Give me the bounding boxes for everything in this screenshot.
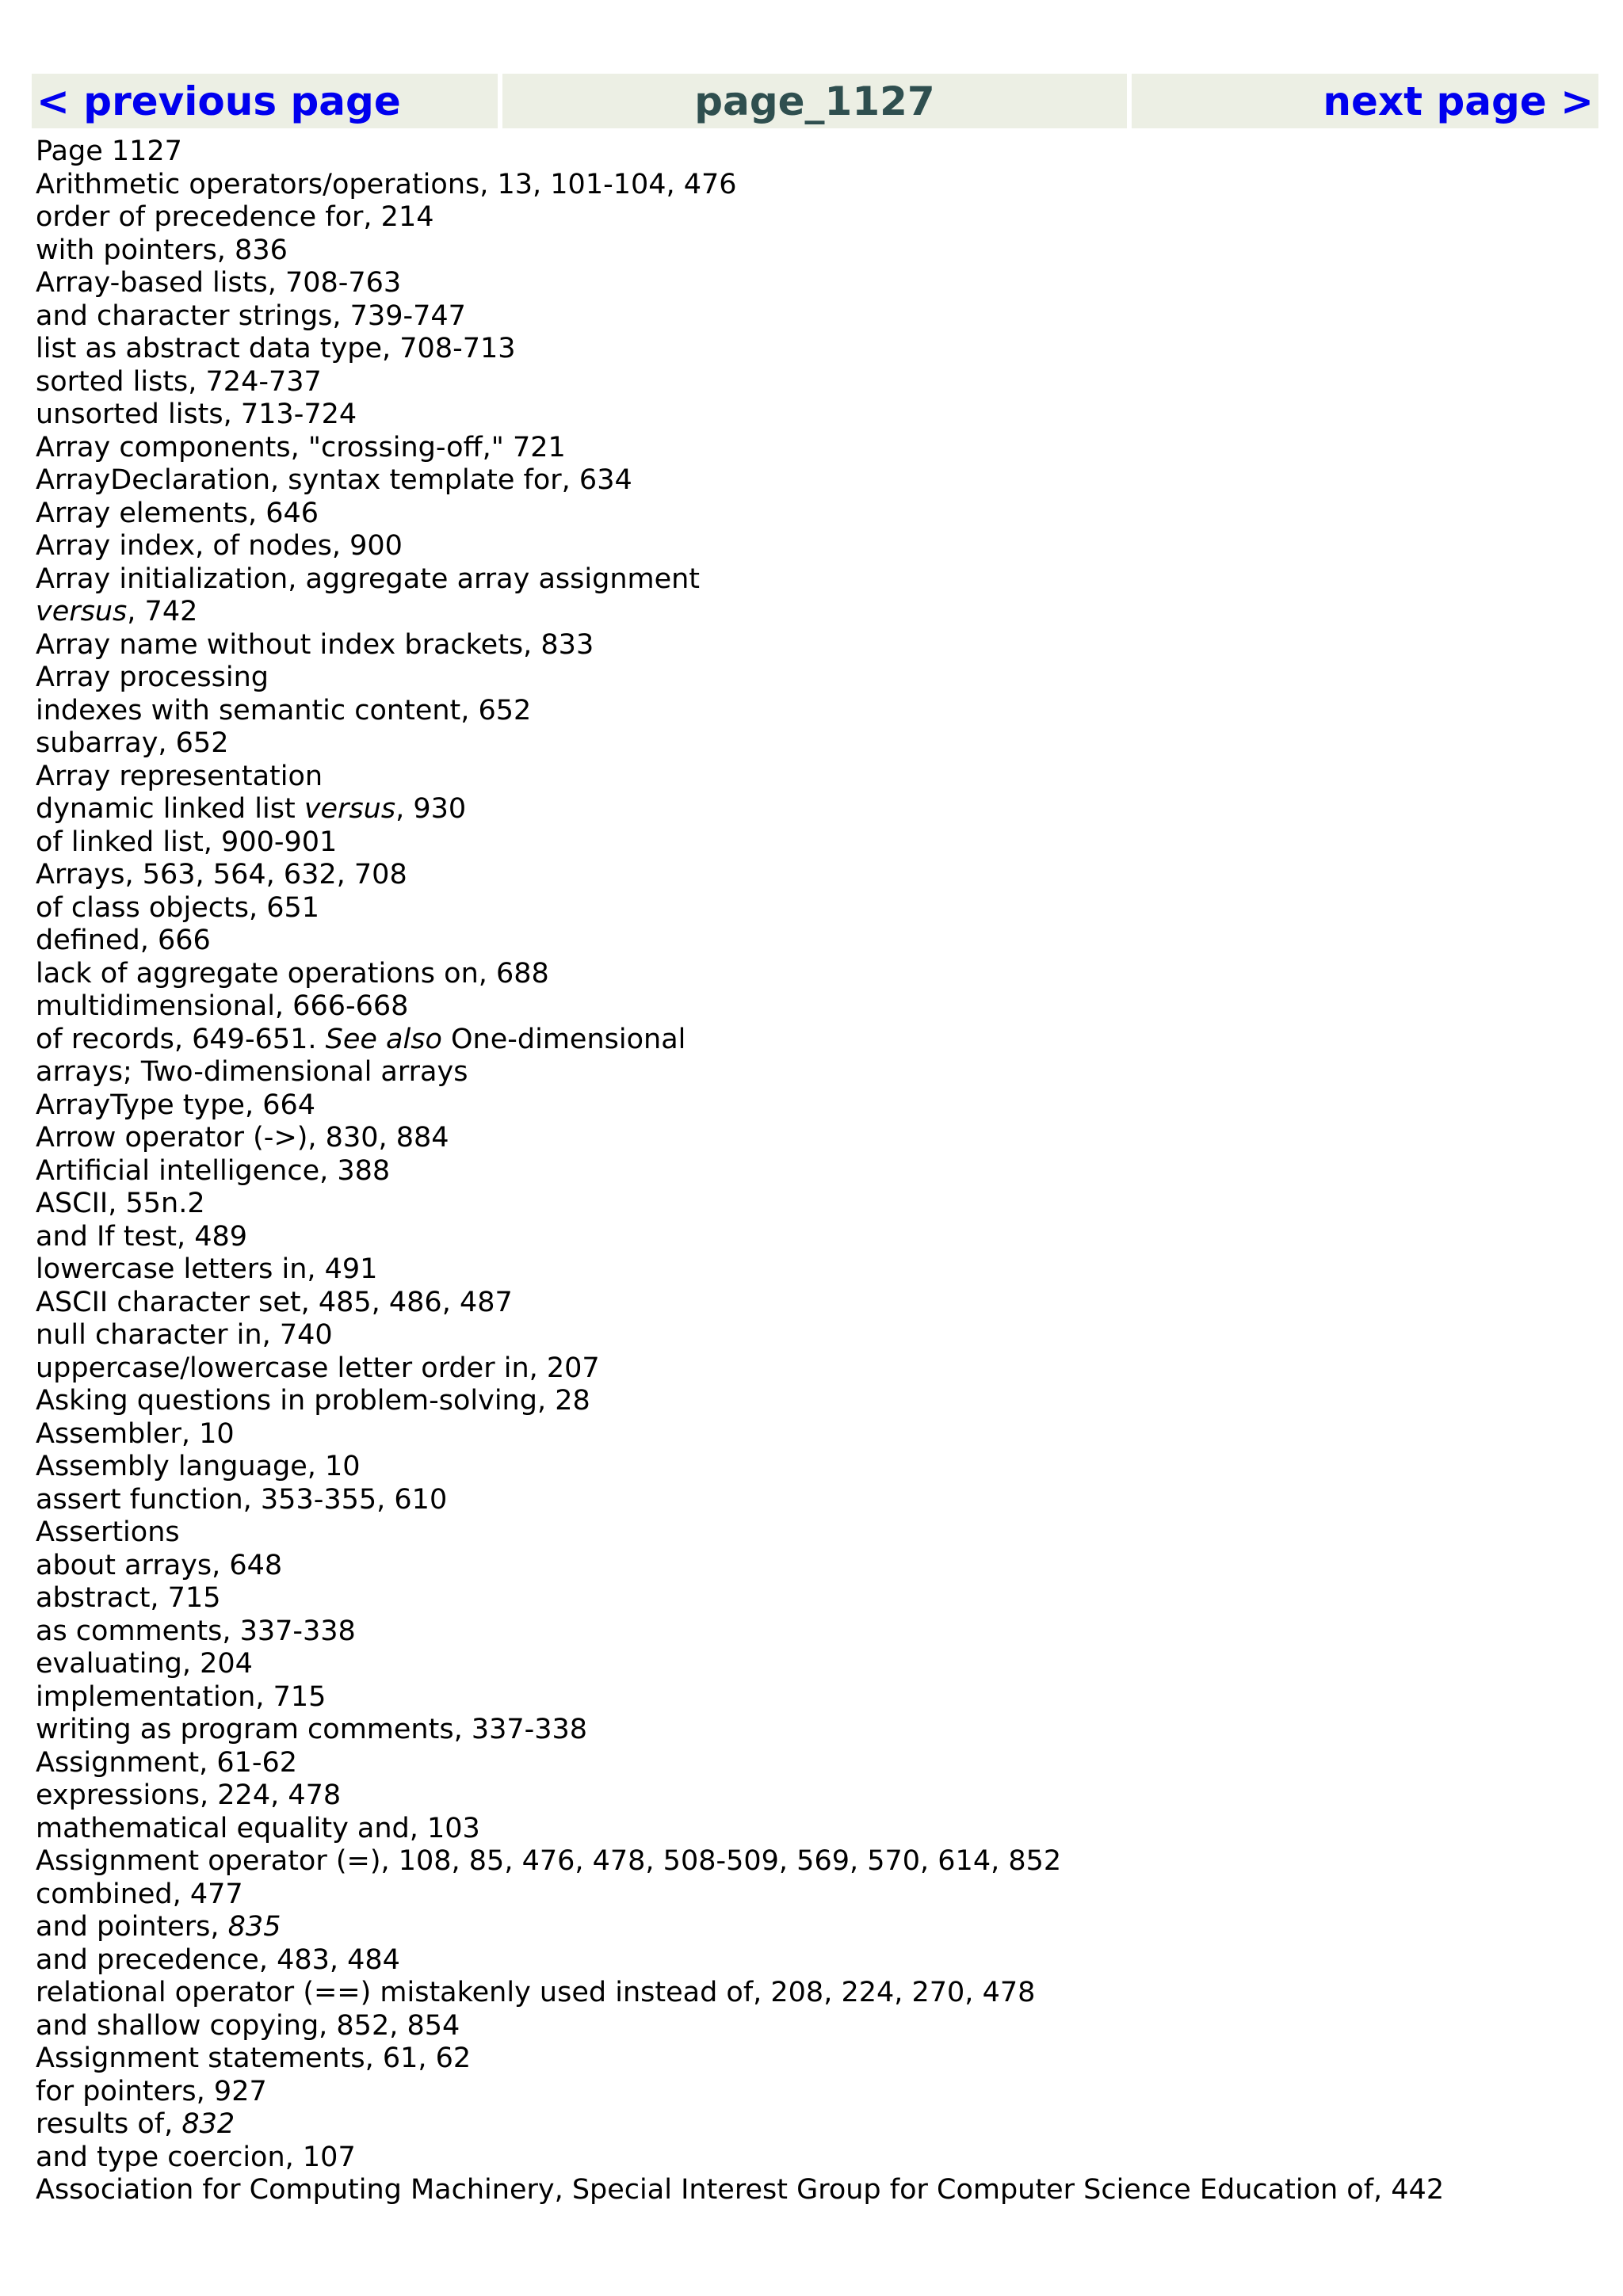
entry-text: Assertions (36, 1516, 180, 1548)
index-entry (36, 727, 1613, 761)
index-entry (36, 793, 1613, 826)
index-entry (36, 892, 1613, 925)
entry-text: null character in, 740 (36, 1319, 333, 1351)
index-entry (36, 990, 1613, 1024)
entry-text: Association for Computing Machinery, Special Interest Group for Computer Science Education of, 442 (36, 2174, 1445, 2206)
entry-text: and character strings, 739-747 (36, 299, 466, 332)
entry-text: ArrayType type, 664 (36, 1089, 316, 1121)
index-entry (36, 1253, 1613, 1287)
index-entry (36, 1188, 1613, 1221)
index-entry (36, 695, 1613, 728)
index-entry (36, 2108, 1613, 2142)
entry-text: Arithmetic operators/operations, 13, 101-104, 476 (36, 168, 737, 200)
index-entry (36, 267, 1613, 300)
entry-text: ArrayDeclaration, syntax template for, 634 (36, 464, 632, 496)
entry-text: Array elements, 646 (36, 497, 319, 529)
index-entry (36, 1714, 1613, 1747)
index-entry (36, 2142, 1613, 2175)
entry-text: Array initialization, aggregate array assignment (36, 563, 701, 595)
entry-text: Page 1127 (36, 135, 182, 167)
index-entry (36, 1122, 1613, 1155)
page-navigation-bar (32, 74, 1598, 128)
index-entry (36, 1221, 1613, 1254)
entry-text: and shallow copying, 852, 854 (36, 2009, 460, 2042)
entry-text: of class objects, 651 (36, 891, 320, 924)
italic-text: 835 (227, 1911, 281, 1943)
entry-text: with pointers, 836 (36, 234, 288, 266)
entry-text: of linked list, 900-901 (36, 826, 338, 858)
entry-text: Artificial intelligence, 388 (36, 1154, 391, 1187)
entry-text: Array name without index brackets, 833 (36, 628, 594, 661)
italic-text: versus (304, 793, 396, 825)
index-entry (36, 1418, 1613, 1451)
entry-text: Assignment, 61-62 (36, 1746, 298, 1779)
index-entry (36, 235, 1613, 268)
index-entry (36, 1352, 1613, 1386)
index-entry (36, 1878, 1613, 1912)
index-entry (36, 432, 1613, 465)
index-entry (36, 1911, 1613, 1944)
index-entry (36, 1582, 1613, 1615)
entry-text: subarray, 652 (36, 727, 229, 759)
entry-text: Arrow operator (->), 830, 884 (36, 1122, 449, 1154)
entry-text: Assignment statements, 61, 62 (36, 2042, 472, 2074)
index-entry (36, 629, 1613, 662)
entry-text: One-dimensional (441, 1023, 686, 1055)
previous-page-link[interactable]: < previous page (32, 74, 498, 128)
index-entries (36, 135, 1613, 2207)
entry-text: indexes with semantic content, 652 (36, 694, 532, 727)
entry-text: and precedence, 483, 484 (36, 1943, 400, 1976)
index-entry (36, 498, 1613, 531)
entry-text: implementation, 715 (36, 1680, 327, 1713)
entry-text: expressions, 224, 478 (36, 1779, 342, 1811)
index-entry (36, 1287, 1613, 1320)
entry-text: lowercase letters in, 491 (36, 1253, 378, 1285)
entry-text: as comments, 337-338 (36, 1615, 356, 1647)
index-entry (36, 1516, 1613, 1550)
entry-text: list as abstract data type, 708-713 (36, 333, 516, 364)
italic-text: See also (325, 1023, 442, 1055)
entry-text: Arrays, 563, 564, 632, 708 (36, 859, 407, 891)
index-entry (36, 1385, 1613, 1418)
index-entry (36, 1845, 1613, 1878)
entry-text: Array-based lists, 708-763 (36, 267, 402, 299)
italic-text: 832 (181, 2108, 235, 2140)
index-entry (36, 1089, 1613, 1123)
index-entry (36, 1484, 1613, 1517)
index-entry (36, 563, 1613, 597)
entry-text: Array representation (36, 760, 323, 792)
entry-text: unsorted lists, 713-724 (36, 399, 357, 430)
entry-text: Array index, of nodes, 900 (36, 530, 403, 562)
entry-text: defined, 666 (36, 925, 211, 956)
entry-text: , 742 (127, 596, 198, 627)
page-title: page_1127 (502, 74, 1127, 128)
index-entry (36, 2076, 1613, 2109)
index-entry (36, 1024, 1613, 1057)
entry-text: combined, 477 (36, 1878, 243, 1910)
entry-text: Asking questions in problem-solving, 28 (36, 1385, 590, 1417)
index-entry (36, 1944, 1613, 1978)
index-entry (36, 1977, 1613, 2010)
index-entry (36, 1319, 1613, 1352)
entry-text: , 930 (395, 793, 467, 825)
index-entry (36, 859, 1613, 892)
entry-text: and pointers, (36, 1911, 228, 1943)
entry-text: ASCII character set, 485, 486, 487 (36, 1286, 513, 1318)
index-entry (36, 300, 1613, 334)
entry-text: order of precedence for, 214 (36, 201, 434, 233)
entry-text: lack of aggregate operations on, 688 (36, 957, 549, 990)
index-entry (36, 464, 1613, 498)
entry-text: Assignment operator (=), 108, 85, 476, 478, 508-509, 569, 570, 614, 852 (36, 1845, 1062, 1877)
index-entry (36, 925, 1613, 958)
index-entry (36, 201, 1613, 235)
entry-text: Array processing (36, 662, 269, 693)
entry-text: results of, (36, 2108, 182, 2140)
entry-text: arrays; Two-dimensional arrays (36, 1056, 468, 1088)
entry-text: for pointers, 927 (36, 2075, 267, 2107)
index-entry (36, 596, 1613, 629)
index-entry (36, 662, 1613, 695)
index-entry (36, 1813, 1613, 1846)
entry-text: uppercase/lowercase letter order in, 207 (36, 1352, 600, 1384)
index-entry (36, 761, 1613, 794)
index-entry (36, 2010, 1613, 2043)
entry-text: sorted lists, 724-737 (36, 365, 322, 398)
index-entry (36, 366, 1613, 399)
index-entry (36, 958, 1613, 991)
index-entry (36, 1747, 1613, 1780)
entry-text: dynamic linked list (36, 793, 304, 825)
entry-text: assert function, 353-355, 610 (36, 1483, 448, 1516)
index-entry (36, 399, 1613, 432)
entry-text: writing as program comments, 337-338 (36, 1714, 588, 1745)
entry-text: of records, 649-651. (36, 1023, 326, 1055)
index-entry (36, 1155, 1613, 1188)
index-entry (36, 1056, 1613, 1089)
index-entry (36, 1615, 1613, 1649)
entry-text: abstract, 715 (36, 1582, 221, 1614)
index-entry (36, 1550, 1613, 1583)
index-entry (36, 530, 1613, 563)
entry-text: and If test, 489 (36, 1220, 248, 1253)
index-entry (36, 1779, 1613, 1813)
entry-text: Assembler, 10 (36, 1417, 235, 1450)
entry-text: mathematical equality and, 103 (36, 1812, 480, 1844)
index-entry (36, 2174, 1613, 2207)
index-entry (36, 333, 1613, 366)
next-page-link[interactable]: next page > (1132, 74, 1598, 128)
entry-text: evaluating, 204 (36, 1648, 253, 1680)
entry-text: Assembly language, 10 (36, 1451, 361, 1482)
index-entry (36, 1451, 1613, 1484)
entry-text: and type coercion, 107 (36, 2141, 356, 2173)
italic-text: versus (36, 596, 128, 627)
page-number-heading (36, 135, 1613, 169)
entry-text: multidimensional, 666-668 (36, 990, 409, 1022)
entry-text: ASCII, 55n.2 (36, 1188, 205, 1219)
index-entry (36, 826, 1613, 860)
entry-text: Array components, "crossing-off," 721 (36, 431, 566, 463)
index-entry (36, 169, 1613, 202)
index-entry (36, 2042, 1613, 2076)
index-entry (36, 1648, 1613, 1681)
index-entry (36, 1681, 1613, 1714)
entry-text: relational operator (==) mistakenly used instead of, 208, 224, 270, 478 (36, 1977, 1036, 2008)
entry-text: about arrays, 648 (36, 1549, 283, 1581)
